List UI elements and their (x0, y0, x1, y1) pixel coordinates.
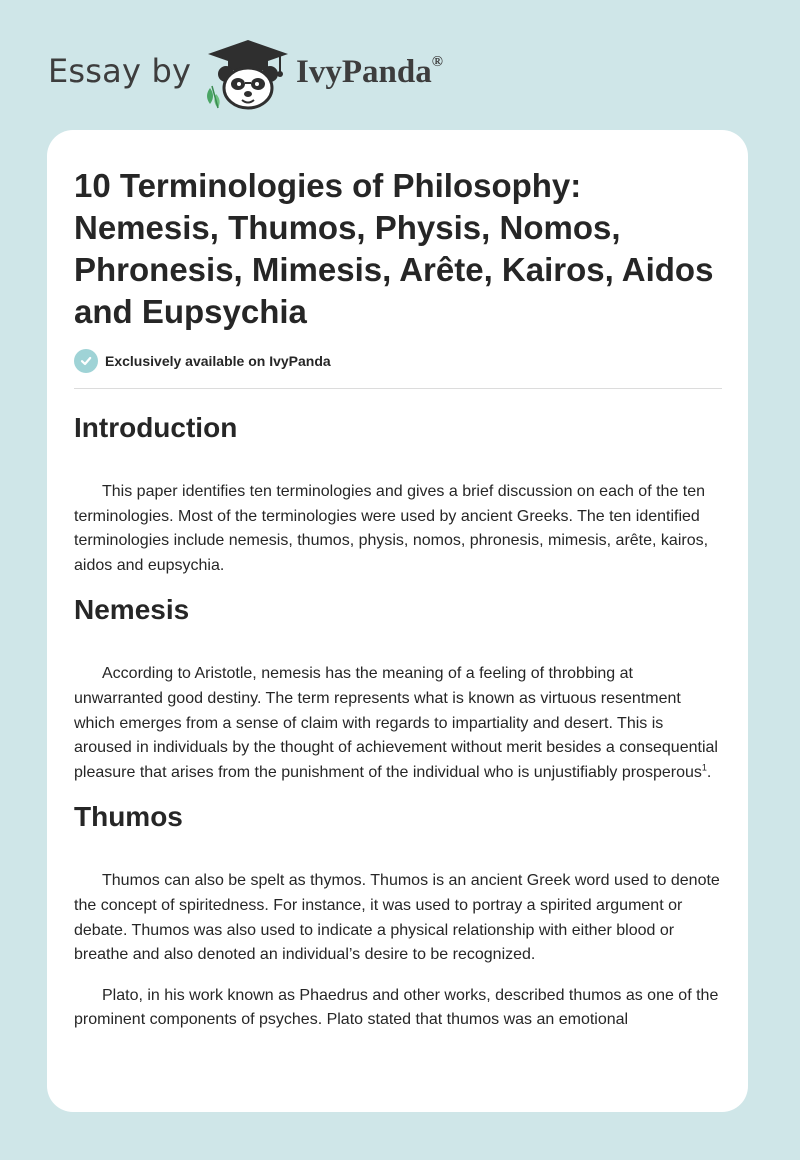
paragraph-text: According to Aristotle, nemesis has the meaning of a feeling of throbbing at unwarranted good destiny. The term represents what is known as virtuous resentment which emerges from a sense of claim with regards to impartiality and desert. This is aroused in individuals by the thought of achievement without merit besides a consequential pleasure that arises from the punishment of the individual who is unjustifiably prosperous (74, 665, 718, 781)
paragraph-tail: . (706, 763, 712, 781)
site-header (48, 38, 508, 108)
article-card (47, 130, 748, 1112)
exclusive-badge (74, 348, 331, 374)
check-icon (74, 349, 98, 373)
paragraph (74, 662, 724, 785)
divider (74, 388, 722, 389)
section-heading-nemesis: Nemesis (74, 594, 190, 626)
article-title: 10 Terminologies of Philosophy: Nemesis, Thumos, Physis, Nomos, Phronesis, Mimesis, Arête, Kairos, Aidos and Eupsychia (74, 167, 714, 330)
exclusive-label: Exclusively available on IvyPanda (105, 353, 331, 369)
paragraph: Plato, in his work known as Phaedrus and other works, described thumos as one of the prominent components of psyches. Plato stated that thumos was an emotional (74, 986, 719, 1029)
section-heading-thumos: Thumos (74, 801, 183, 833)
section-heading-introduction: Introduction (74, 412, 238, 443)
footnote-link[interactable]: 1 (701, 762, 707, 773)
brand-name[interactable]: IvyPanda® (296, 54, 443, 90)
panda-logo-icon[interactable] (202, 38, 294, 110)
paragraph: Thumos can also be spelt as thymos. Thumos is an ancient Greek word used to denote the concept of spiritedness. For instance, it was used to portray a spirited argument or debate. Thumos was also used to indicate a physical relationship with either blood or breathe and also denoted an individual’s desire to be recognized. (74, 872, 720, 964)
paragraph: This paper identifies ten terminologies and gives a brief discussion on each of the ten terminologies. Most of the terminologies were used by ancient Greeks. The ten identified terminologies include nemesis, thumos, physis, nomos, phronesis, mimesis, arête, kairos, aidos and eupsychia. (74, 483, 709, 574)
essay-by-label: Essay by (48, 52, 192, 90)
article-body (74, 408, 724, 1033)
